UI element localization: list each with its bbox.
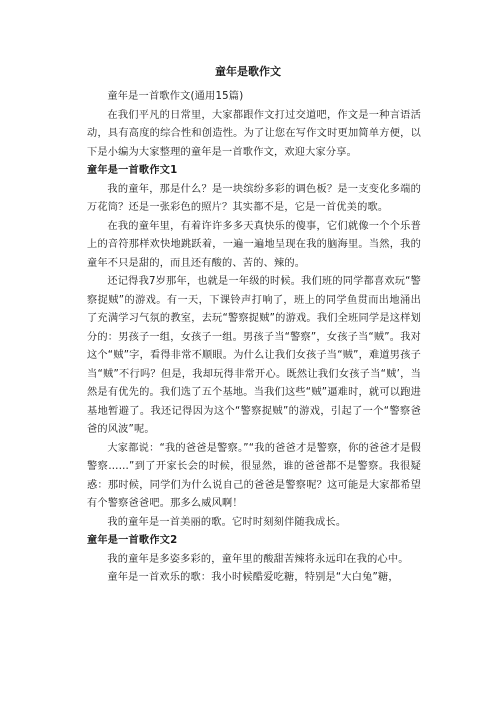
section1-paragraph-3: 还记得我7岁那年，也就是一年级的时候。我们班的同学都喜欢玩“警察捉贼”的游戏。有一天，下课铃声打响了，班上的同学鱼贯而出地涌出了充满学习气氛的教室，去玩“警察捉贼”的游戏。我们全班同学是这样划分的：男孩子一组，女孩子一组。男孩子当“警察”，女孩子当“贼”。我对这个“贼”字，看得非常不顺眼。为什么让我们女孩子当“贼”，难道男孩子当“贼”不行吗？但是，我却玩得非常开心。既然让我们女孩子当“贼’，当然是有优先的。我们选了五个基地。当我们这些“贼”逼难时，就可以跑进基地暂避了。我还记得因为这个“警察捉贼”的游戏，引起了一个“警察爸爸的风波”呢。 [87, 276, 421, 435]
document-body [87, 88, 421, 588]
section1-paragraph-2: 在我的童年里，有着许许多多天真快乐的傻事，它们就像一个个乐普上的音符那样欢快地跳跃着，一遍一遍地呈现在我的脑海里。当然，我的童年不只是甜的，而且还有酸的、苦的、辣的。 [87, 220, 421, 269]
section-heading-2: 童年是一首歌作文2 [87, 535, 178, 546]
intro-paragraph: 在我们平凡的日常里，大家都跟作文打过交道吧，作文是一种言语活动，具有高度的综合性和创造性。为了让您在写作文时更加简单方便，以下是小编为大家整理的童年是一首歌作文，欢迎大家分享。 [87, 109, 421, 158]
section1-paragraph-1: 我的童年，那是什么？是一块缤纷多彩的调色板？是一支变化多端的万花筒？还是一张彩色的照片？其实都不是，它是一首优美的歌。 [87, 183, 421, 213]
section2-paragraph-1: 我的童年是多姿多彩的，童年里的酸甜苦辣将永远印在我的心中。 [107, 553, 409, 565]
intro-line: 童年是一首歌作文(通用15篇) [107, 91, 244, 102]
document-title: 童年是歌作文 [215, 65, 281, 78]
section1-paragraph-5: 我的童年是一首美丽的歌。它时时刻刻伴随我成长。 [107, 516, 347, 528]
section1-paragraph-4: 大家都说：“我的爸爸是警察。”“我的爸爸才是警察，你的爸爸才是假警察……”到了开家长会的时候，很显然，谁的爸爸都不是警察。我很疑惑：那时候，同学们为什么说自己的爸爸是警察呢？这可能是大家都希望有个警察爸爸吧。那多么威风啊！ [87, 442, 421, 509]
section2-paragraph-2: 童年是一首欢乐的歌：我小时候酷爱吃糖，特别是“大白兔”糖， [107, 572, 399, 583]
section-heading-1: 童年是一首歌作文1 [87, 165, 178, 176]
